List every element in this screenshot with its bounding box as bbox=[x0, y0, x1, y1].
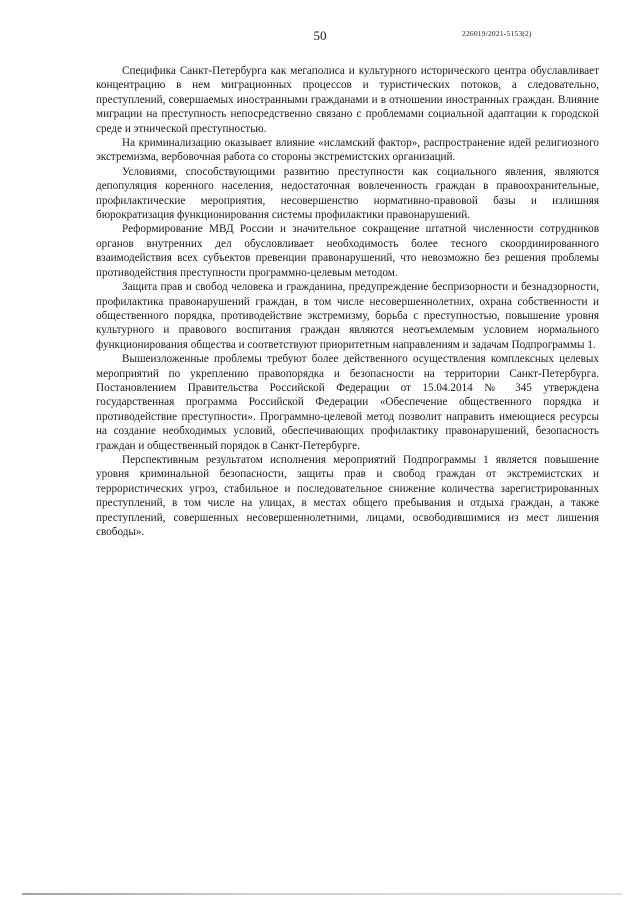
paragraph-program-method: Вышеизложенные проблемы требуют более действенного осуществления комплексных целевых мероприятий по укреплению правопорядка и безопасности на территории Санкт-Петербурга. Постановлением Правительства Российской Федерации от 15.04.2014 № 345 утверждена государственная программа Российской Федерации «Обеспечение общественного порядка и противодействие преступности». Программно-целевой метод позволит направить имеющиеся ресурсы на создание необходимых условий, обеспечивающих профилактику правонарушений, безопасность граждан и общественный порядок в Санкт-Петербурге. bbox=[96, 353, 599, 452]
paragraph-expected-results: Перспективным результатом исполнения мероприятий Подпрограммы 1 является повышение уровня криминальной безопасности, защиты прав и свобод граждан от экстремистских и террористических угроз, стабильное и последовательное снижение количества зарегистрированных преступлений, в том числе на улицах, в местах общего пребывания и отдыха граждан, а также преступлений, совершенных несовершеннолетними, лицами, освободившимися из мест лишения свободы». bbox=[96, 453, 599, 538]
paragraph-mvd-reform: Реформирование МВД России и значительное сокращение штатной численности сотрудников органов внутренних дел обусловливает необходимость более тесного скоординированного взаимодействия всех субъектов превенции правонарушений, что невозможно без решения проблемы противодействия преступности программно-целевым методом. bbox=[96, 223, 599, 279]
scan-bottom-edge bbox=[22, 893, 622, 895]
page-number: 50 bbox=[313, 28, 327, 43]
paragraph-migration: Специфика Санкт-Петербурга как мегаполиса и культурного исторического центра обуславливает концентрацию в нем миграционных процессов и туристических потоков, а следовательно, преступлений, совершаемых иностранными гражданами и в отношении иностранных граждан. Влияние миграции на преступность непосредственно связано с проблемами социальной адаптации к городской среде и этнической преступностью. bbox=[96, 65, 599, 135]
paragraph-crime-conditions: Условиями, способствующими развитию преступности как социального явления, являются депопуляция коренного населения, недостаточная вовлеченность граждан в правоохранительные, профилактические мероприятия, несовершенство нормативно-правовой базы и излишняя бюрократизация функционирования системы профилактики правонарушений. bbox=[96, 165, 599, 222]
paragraph-rights-protection: Защита прав и свобод человека и гражданина, предупреждение беспризорности и безнадзорности, профилактика правонарушений граждан, в том числе несовершеннолетних, охрана собственности и общественного порядка, противодействие экстремизму, борьба с преступностью, повышение уровня культурного и правового воспитания граждан являются неотъемлемым условием нормального функционирования общества и соответствуют приоритетным направлениям и задачам Подпрограммы 1. bbox=[96, 281, 599, 351]
document-reference-number: 226019/2021-5153(2) bbox=[462, 29, 532, 38]
paragraph-islamic-factor: На криминализацию оказывает влияние «исламский фактор», распространение идей религиозного экстремизма, вербовочная работа со стороны экстремистских организаций. bbox=[96, 137, 599, 164]
document-body bbox=[96, 64, 599, 539]
